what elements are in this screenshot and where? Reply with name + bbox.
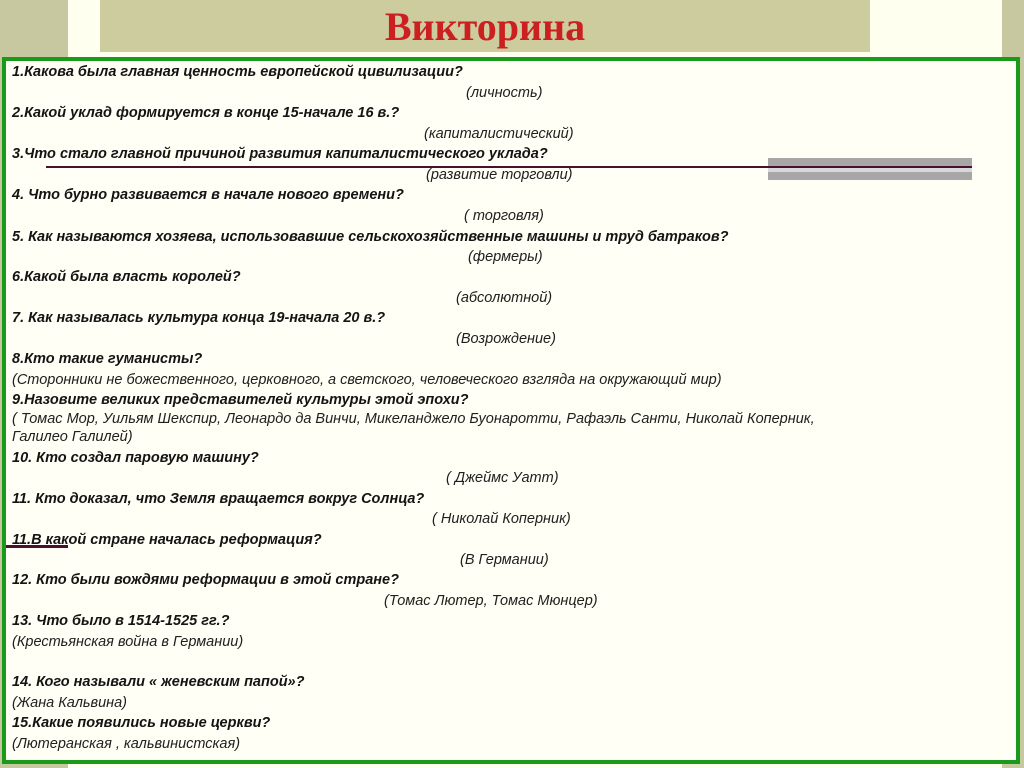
question-4: 4. Что бурно развивается в начале нового времени? xyxy=(12,187,404,203)
question-1: 1.Какова была главная ценность европейской цивилизации? xyxy=(12,64,463,80)
answer-8: (Сторонники не божественного, церковного, а светского, человеческого взгляда на окружающий мир) xyxy=(12,372,722,388)
question-11b: 11.В какой стране началась реформация? xyxy=(12,532,322,548)
answer-12: (Томас Лютер, Томас Мюнцер) xyxy=(384,593,598,609)
question-3: 3.Что стало главной причиной развития капиталистического уклада? xyxy=(12,146,548,162)
question-11: 11. Кто доказал, что Земля вращается вокруг Солнца? xyxy=(12,491,425,507)
answer-13: (Крестьянская война в Германии) xyxy=(12,634,244,650)
answer-7: (Возрождение) xyxy=(456,331,556,347)
answer-2: (капиталистический) xyxy=(424,126,574,142)
answer-6: (абсолютной) xyxy=(456,290,553,306)
answer-14: (Жана Кальвина) xyxy=(12,695,128,711)
question-7: 7. Как называлась культура конца 19-начала 20 в.? xyxy=(12,310,386,326)
question-9: 9.Назовите великих представителей культуры этой эпохи? xyxy=(12,392,469,408)
question-2: 2.Какой уклад формируется в конце 15-начале 16 в.? xyxy=(12,105,400,121)
answer-15: (Лютеранская , кальвинистская) xyxy=(12,736,241,752)
decorative-gray-bar xyxy=(768,158,972,180)
page-title: Викторина xyxy=(384,4,586,49)
question-8: 8.Кто такие гуманисты? xyxy=(12,351,203,367)
question-5: 5. Как называются хозяева, использовавшие сельскохозяйственные машины и труд батраков? xyxy=(12,229,729,245)
answer-1: (личность) xyxy=(466,85,543,101)
answer-11: ( Николай Коперник) xyxy=(432,511,571,527)
question-12: 12. Кто были вождями реформации в этой стране? xyxy=(12,572,399,588)
question-6: 6.Какой была власть королей? xyxy=(12,269,241,285)
answer-9: ( Томас Мор, Уильям Шекспир, Леонардо да Винчи, Микеланджело Буонаротти, Рафаэль Санти, Николай Коперник, xyxy=(12,411,815,427)
answer-10: ( Джеймс Уатт) xyxy=(446,470,559,486)
answer-5: (фермеры) xyxy=(468,249,543,265)
answer-4: ( торговля) xyxy=(464,208,544,224)
answer-3: (развитие торговли) xyxy=(426,167,573,183)
question-15: 15.Какие появились новые церкви? xyxy=(12,715,271,731)
question-10: 10. Кто создал паровую машину? xyxy=(12,450,259,466)
question-14: 14. Кого называли « женевским папой»? xyxy=(12,674,305,690)
answer-9-continued: Галилео Галилей) xyxy=(12,429,133,445)
answer-11b: (В Германии) xyxy=(460,552,549,568)
question-13: 13. Что было в 1514-1525 гг.? xyxy=(12,613,230,629)
